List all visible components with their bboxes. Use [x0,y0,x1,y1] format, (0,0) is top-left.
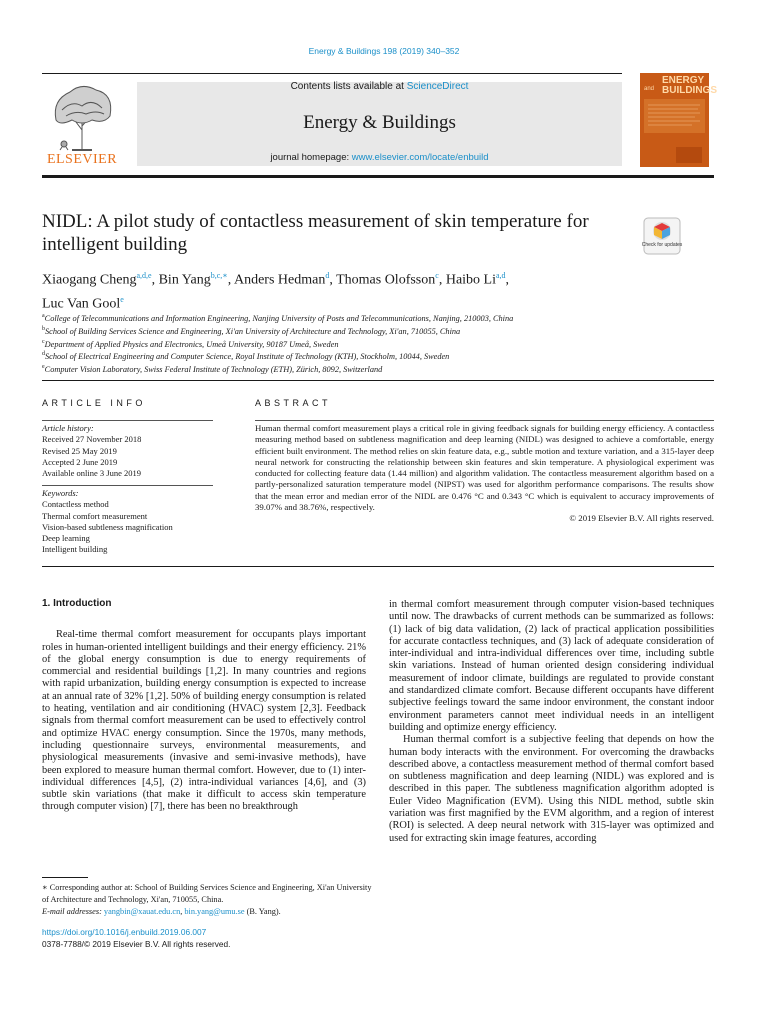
masthead-bottom-rule [42,175,714,178]
journal-homepage-line [137,152,622,163]
email-link-2[interactable]: bin.yang@umu.se [184,907,245,916]
article-title: NIDL: A pilot study of contactless measurement of skin temperature for intelligent building [42,211,589,255]
masthead-top-rule [42,73,622,74]
affiliation-list [42,311,722,375]
issn-line: 0378-7788/© 2019 Elsevier B.V. All rights reserved. [42,939,231,949]
section-heading-introduction: 1. Introduction [42,598,112,609]
affiliation-key: b [42,325,45,332]
affiliation-item [42,362,722,375]
body-right-column [389,599,714,845]
keyword-item: Contactless method [42,499,109,510]
body-paragraph: Real-time thermal comfort measurement for occupants plays important roles in human-oriented intelligent buildings and their energy efficiency. 21% of the global energy consumption is due to energy requirements of commercial and residential buildings [1,2]. In many countries and regions with rapid urbanization, building energy consumption is expected to increase at an annual rate of 32% [1,2]. 50% of building energy consumption is related to heating, ventilation and air conditioning (HVAC) system [2,3]. Feedback signals from thermal comfort measurement can be used to effectively control and optimize HVAC energy consumption. Since the 1970s, many methods, including questionnaire surveys, environmental measurements, and physiological measurements (invasive and semi-invasive methods), have been explored to measure human thermal comfort. However, due to (1) inter-individual differences [4,5], (2) intra-individual variances [4,6], and (3) subtle skin variations (that make it difficult to access skin temperature through computer vision) [7], there has been no breakthrough [42,629,366,813]
crossmark-icon[interactable] [643,217,681,255]
footnote-rule [42,877,88,878]
abstract-copyright: © 2019 Elsevier B.V. All rights reserved. [569,513,714,524]
author-name[interactable]: Thomas Olofsson [336,272,436,288]
author-affiliation-marker[interactable]: d [325,271,330,280]
body-paragraph: Human thermal comfort is a subjective feeling that depends on how the human body interacts with the environment. For overcoming the drawbacks described above, a contactless measurement method of thermal comfort based on subtleness magnification and deep learning (NIDL) was explored and is described in this paper. The subtleness magnification algorithm adopted is Euler Video Magnification (EVM). Using this NIDL method, subtle skin variation was first magnified by the EVM algorithm, and a region of interest (ROI) is selected. A deep neural network with 315-layer was optimized and used for extracting skin image features, according [389,734,714,844]
keywords-block [42,488,217,556]
author-separator: , [438,272,446,288]
affiliation-item [42,337,722,350]
author-name[interactable]: Luc Van Gool [42,296,121,312]
author-separator: , [151,272,159,288]
keyword-list [42,499,217,555]
email-separator: , [180,907,185,916]
abstract-heading: ABSTRACT [255,398,332,408]
author-affiliation-marker[interactable]: b,c,∗ [210,271,228,280]
crossmark-badge [643,217,681,255]
affiliation-key: a [42,313,45,319]
keywords-label: Keywords: [42,488,79,498]
history-label: Article history: [42,423,94,433]
corresponding-author-footnote [42,882,372,918]
keywords-rule [42,485,213,486]
journal-name: Energy & Buildings [303,112,456,133]
history-item: Received 27 November 2018 [42,434,142,445]
author-separator: , [227,272,234,288]
affiliation-text: School of Building Services Science and Engineering, Xi'an University of Architecture and Technology, Xi'an, 710055, China [45,326,461,336]
author-affiliation-marker[interactable]: a,d,e [136,271,152,280]
email-line [42,906,372,918]
affiliation-item [42,324,722,337]
journal-citation-link[interactable]: Energy & Buildings 198 (2019) 340–352 [308,46,460,56]
keyword-item: Thermal comfort measurement [42,510,148,521]
affiliation-text: Computer Vision Laboratory, Swiss Federal Institute of Technology (ETH), Zürich, 8092, Switzerland [44,364,383,374]
author-list [42,266,702,313]
article-info-heading: ARTICLE INFO [42,398,146,408]
homepage-prefix: journal homepage: [270,152,352,163]
history-item: Revised 25 May 2019 [42,445,117,456]
email-suffix: (B. Yang). [244,907,281,916]
abstract-rule [255,420,714,421]
body-left-column [42,598,366,814]
keyword-item: Intelligent building [42,544,108,555]
sciencedirect-link[interactable]: ScienceDirect [406,81,469,92]
contents-availability-line [137,81,622,92]
email-label: E-mail addresses: [42,907,104,916]
elsevier-tree-icon[interactable] [42,80,122,168]
affiliation-key: e [42,364,45,371]
cover-decoration [640,73,709,167]
email-link-1[interactable]: yangbin@xauat.edu.cn [103,907,181,916]
doi-link[interactable]: https://doi.org/10.1016/j.enbuild.2019.06.007 [42,927,207,937]
history-item: Accepted 2 June 2019 [42,456,118,467]
author-separator: , [505,272,510,288]
keyword-item: Vision-based subtleness magnification [42,521,173,532]
crossmark-label: Check for updates [641,242,683,248]
author-affiliation-marker[interactable]: e [120,294,124,304]
front-matter-rule [42,380,714,381]
elsevier-wordmark: ELSEVIER [46,152,118,167]
affiliation-text: School of Electrical Engineering and Computer Science, Royal Institute of Technology (KTH), Stockholm, 10044, Sweden [45,352,450,362]
author-name[interactable]: Xiaogang Cheng [42,272,137,288]
article-history [42,423,217,479]
journal-homepage-link[interactable]: www.elsevier.com/locate/enbuild [351,152,489,163]
affiliation-text: College of Telecommunications and Information Engineering, Nanjing University of Posts and Telecommunications, Nanjing, 210003, China [44,313,514,323]
affiliation-text: Department of Applied Physics and Electronics, Umeå University, 90187 Umeå, Sweden [44,339,339,349]
body-paragraph: in thermal comfort measurement through computer vision-based techniques until now. The drawbacks of current methods can be summarized as follows: (1) lack of big data validation, (2) lack of practical application possibilities for accurate contactless techniques, and (3) lack of adequate consideration of inter-individual and intra-individual differences over time, including subtle skin variations. Instead of human oriented design considering individual measurement of indoor climate, buildings are regulated to provide constant and standardized climate comfort. Because different occupants have different subjective feelings toward the same indoor environment, the constant indoor environment parameters cannot meet individual needs in an intelligent building and optimize energy efficiency. [389,599,714,733]
corresponding-author-text: ∗ Corresponding author at: School of Building Services Science and Engineering, Xi'an University of Architecture and Technology, Xi'an, 710055, China. [42,883,372,904]
abstract-block [255,423,714,525]
author-affiliation-marker[interactable]: a,d [495,271,506,280]
abstract-bottom-rule [42,566,714,567]
elsevier-tree-drawing [42,80,122,152]
journal-cover-thumbnail[interactable] [640,73,717,167]
author-affiliation-marker[interactable]: c [435,271,439,280]
affiliation-key: d [42,351,45,358]
keyword-item: Deep learning [42,533,90,544]
cover-and: and [644,86,655,92]
history-item: Available online 3 June 2019 [42,468,141,479]
affiliation-item [42,349,722,362]
article-info-rule [42,420,213,421]
affiliation-key: c [42,338,45,345]
author-name[interactable]: Bin Yang [158,272,211,288]
cover-title: ENERGY BUILDINGS [662,75,717,96]
history-list [42,434,217,479]
contents-prefix: Contents lists available at [290,81,407,92]
doi-block [42,926,372,950]
author-name[interactable]: Anders Hedman [233,272,326,288]
affiliation-item [42,311,722,324]
author-name[interactable]: Haibo Li [445,272,496,288]
author-separator: , [329,272,337,288]
abstract-text: Human thermal comfort measurement plays a critical role in giving feedback signals for building energy efficiency. A contactless measuring method based on subtleness magnification and deep learning (NIDL) was designed to achieve a comfortable, energy efficient built environment. The method relies on skin feature data, e.g., subtle motion and texture variation, and a 315-layer deep neural network for constructing the relationship between skin features and skin temperature. A physiological experiment was conducted for collecting feature data (1.44 million) and algorithm validation. The contactless measurement algorithm based on a partly-personalized saturation temperature model (NIPST) was used for algorithm performance comparisons. The results show that the mean error and median error of the NIDL are 0.476 °C and 0.343 °C which is equivalent to accuracy improvements of 39.07% and 38.76%, respectively. [255,423,714,513]
